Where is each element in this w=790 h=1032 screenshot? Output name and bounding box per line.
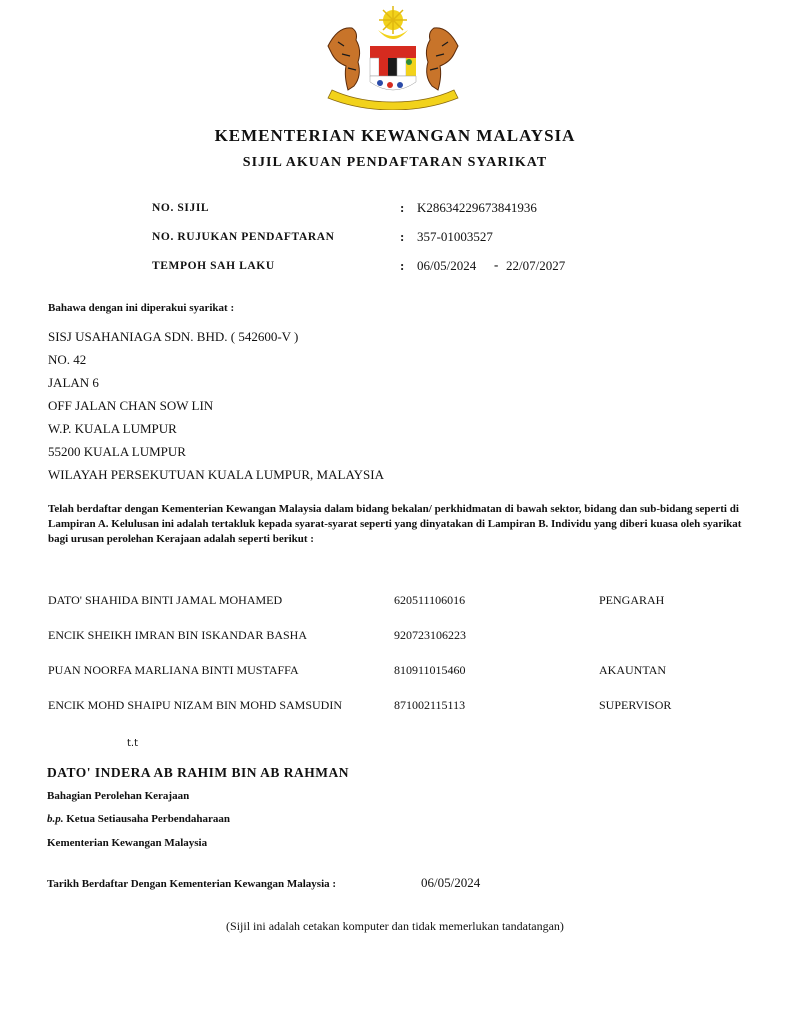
reg-ref-value: 357-01003527 bbox=[417, 229, 493, 244]
person-id: 871002115113 bbox=[394, 698, 466, 712]
address-line: WILAYAH PERSEKUTUAN KUALA LUMPUR, MALAYSIA bbox=[48, 467, 384, 482]
computer-generated-note: (Sijil ini adalah cetakan komputer dan tidak memerlukan tandatangan) bbox=[226, 919, 564, 933]
crest-tiger-left bbox=[328, 28, 360, 90]
person-id: 620511106016 bbox=[394, 593, 466, 607]
validity-to: 22/07/2027 bbox=[506, 258, 566, 273]
address-line: 55200 KUALA LUMPUR bbox=[48, 444, 186, 459]
crest-shield-body bbox=[370, 58, 416, 90]
person-id: 810911015460 bbox=[394, 663, 466, 677]
signatory-name: DATO' INDERA AB RAHIM BIN AB RAHMAN bbox=[47, 765, 350, 780]
registration-statement: Telah berdaftar dengan Kementerian Kewangan Malaysia dalam bidang bekalan/ perkhidmatan di bawah sektor, bidang dan sub-bidang seperti di Lampiran A. Kelulusan ini adalah tertakluk kepada syarat-syarat seperti yang dinyatakan di Lampiran B. Individu yang diberi kuasa oleh syarikat bagi urusan perolehan Kerajaan adalah seperti berikut : bbox=[48, 503, 742, 545]
ministry-title: KEMENTERIAN KEWANGAN MALAYSIA bbox=[214, 126, 576, 145]
signatory-title bbox=[47, 813, 230, 825]
cert-no-value: K28634229673841936 bbox=[417, 200, 537, 215]
certificate-title: SIJIL AKUAN PENDAFTARAN SYARIKAT bbox=[242, 155, 548, 170]
cert-no-label: NO. SIJIL bbox=[152, 202, 210, 214]
coat-of-arms-crest bbox=[318, 6, 468, 110]
bp-prefix: b.p. bbox=[47, 813, 64, 825]
validity-colon: : bbox=[400, 258, 405, 273]
crest-motto-scroll bbox=[328, 90, 458, 110]
crest-star-rays bbox=[379, 6, 407, 34]
address-line: JALAN 6 bbox=[48, 375, 99, 390]
validity-label: TEMPOH SAH LAKU bbox=[152, 260, 275, 272]
person-name: ENCIK SHEIKH IMRAN BIN ISKANDAR BASHA bbox=[48, 628, 308, 642]
signature-tt: t.t bbox=[127, 738, 139, 749]
person-name: ENCIK MOHD SHAIPU NIZAM BIN MOHD SAMSUDIN bbox=[48, 698, 343, 712]
validity-from: 06/05/2024 bbox=[417, 258, 477, 273]
crest-shield-top bbox=[370, 46, 416, 58]
person-name: DATO' SHAHIDA BINTI JAMAL MOHAMED bbox=[48, 593, 283, 607]
reg-ref-colon: : bbox=[400, 229, 405, 244]
person-role: SUPERVISOR bbox=[599, 698, 672, 712]
address-line: NO. 42 bbox=[48, 352, 87, 367]
person-id: 920723106223 bbox=[394, 628, 466, 642]
registration-date-value: 06/05/2024 bbox=[421, 875, 481, 890]
person-role: PENGARAH bbox=[599, 593, 665, 607]
address-line: OFF JALAN CHAN SOW LIN bbox=[48, 398, 214, 413]
validity-separator: - bbox=[494, 257, 499, 272]
cert-no-colon: : bbox=[400, 200, 405, 215]
crest-tiger-right bbox=[426, 28, 458, 90]
company-name: SISJ USAHANIAGA SDN. BHD. ( 542600-V ) bbox=[48, 329, 299, 344]
signatory-ministry: Kementerian Kewangan Malaysia bbox=[47, 837, 208, 849]
bp-title: Ketua Setiausaha Perbendaharaan bbox=[66, 813, 231, 825]
person-name: PUAN NOORFA MARLIANA BINTI MUSTAFFA bbox=[48, 663, 299, 677]
person-role: AKAUNTAN bbox=[599, 663, 667, 677]
address-line: W.P. KUALA LUMPUR bbox=[48, 421, 177, 436]
signatory-division: Bahagian Perolehan Kerajaan bbox=[47, 790, 190, 802]
registration-date-label: Tarikh Berdaftar Dengan Kementerian Kewangan Malaysia : bbox=[47, 878, 337, 890]
company-intro: Bahawa dengan ini diperakui syarikat : bbox=[48, 302, 235, 314]
reg-ref-label: NO. RUJUKAN PENDAFTARAN bbox=[152, 231, 335, 243]
